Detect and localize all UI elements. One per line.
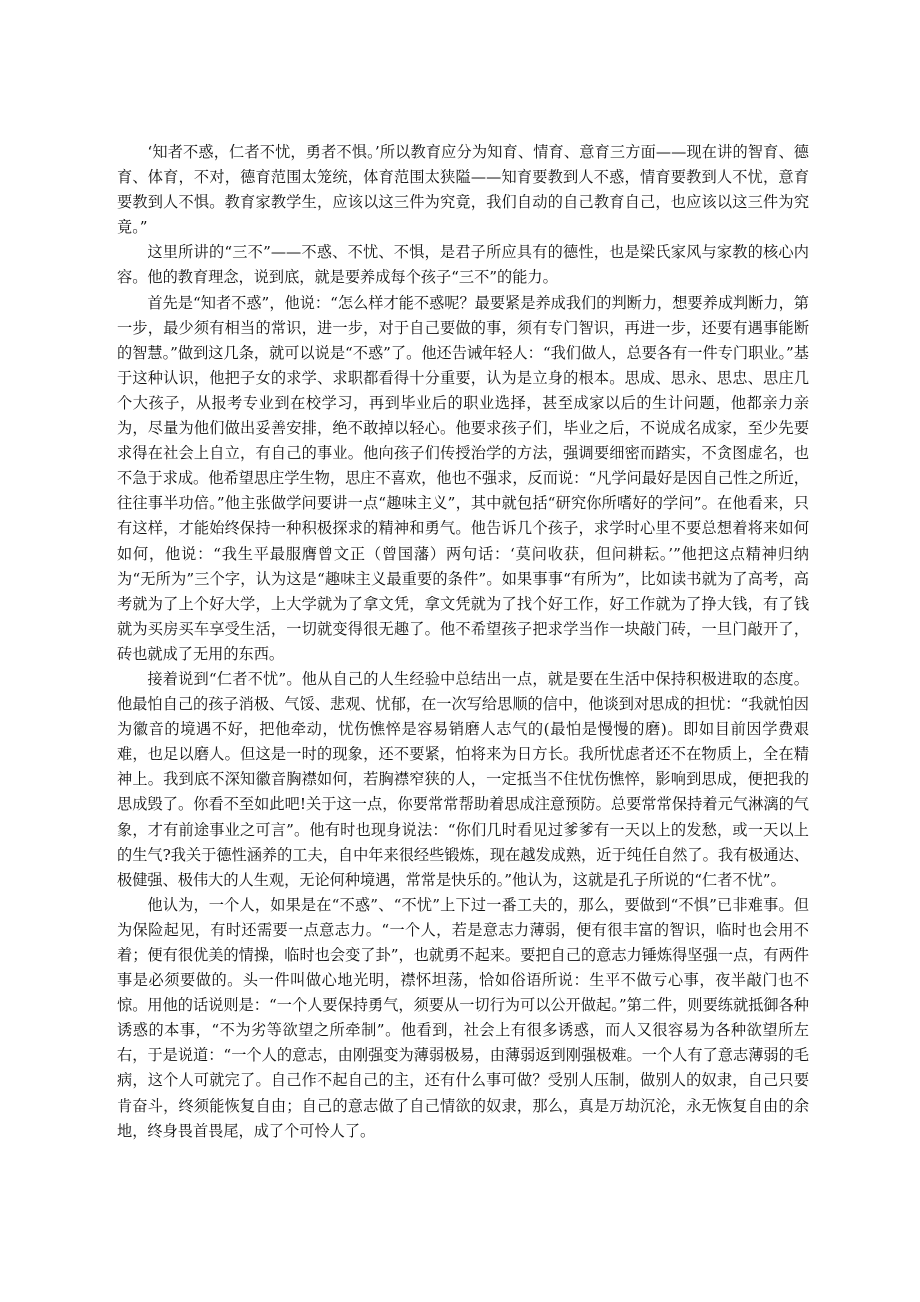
paragraph-benevolent-not-worried: 接着说到“仁者不忧”。他从自己的人生经验中总结出一点，就是要在生活中保持积极进取的态度。他最怕自己的孩子消极、气馁、悲观、忧郁，在一次写给思顺的信中，他谈到对思成的担忧：“我就怕因为徽音的境遇不好，把他牵动，忧伤憔悴是容易销磨人志气的(最怕是慢慢的磨)。即如目前因学费艰难，也足以磨人。但这是一时的现象，还不要紧，怕将来为日方长。我所忧虑者还不在物质上，全在精神上。我到底不深知徽音胸襟如何，若胸襟窄狭的人，一定抵当不住忧伤憔悴，影响到思成，便把我的思成毁了。你看不至如此吧!关于这一点，你要常常帮助着思成注意预防。总要常常保持着元气淋漓的气象，才有前途事业之可言”。他有时也现身说法：“你们几时看见过爹爹有一天以上的发愁，或一天以上的生气?我关于德性涵养的工夫，自中年来很经些锻炼，现在越发成熟，近于纯任自然了。我有极通达、极健强、极伟大的人生观，无论何种境遇，常常是快乐的。”他认为，这就是孔子所说的“仁者不忧”。 [117, 669, 809, 889]
paragraph-brave-not-afraid: 他认为，一个人，如果是在“不惑”、“不忧”上下过一番工夫的，那么，要做到“不惧”已非难事。但为保险起见，有时还需要一点意志力。“一个人，若是意志力薄弱，便有很丰富的智识，临时也会用不着；便有很优美的情操，临时也会变了卦”，也就勇不起来。要把自己的意志力锤炼得坚强一点，有两件事是必须要做的。头一件叫做心地光明，襟怀坦荡，恰如俗语所说：生平不做亏心事，夜半敲门也不惊。用他的话说则是：“一个人要保持勇气，须要从一切行为可以公开做起。”第二件，则要练就抵御各种诱惑的本事，“不为劣等欲望之所牵制”。他看到，社会上有很多诱惑，而人又很容易为各种欲望所左右，于是说道：“一个人的意志，由刚强变为薄弱极易，由薄弱返到刚强极难。一个人有了意志薄弱的毛病，这个人可就完了。自己作不起自己的主，还有什么事可做？受别人压制，做别人的奴隶，自己只要肯奋斗，终须能恢复自由；自己的意志做了自己情欲的奴隶，那么，真是万劫沉沦，永无恢复自由的余地，终身畏首畏尾，成了个可怜人了。 [117, 895, 809, 1140]
paragraph-wise-not-confused: 首先是“知者不惑”，他说：“怎么样才能不惑呢？最要紧是养成我们的判断力，想要养成判断力，第一步，最少须有相当的常识，进一步，对于自己要做的事，须有专门智识，再进一步，还要有遇事能断的智慧。”做到这几条，就可以说是“不惑”了。他还告诫年轻人：“我们做人，总要各有一件专门职业。”基于这种认识，他把子女的求学、求职都看得十分重要，认为是立身的根本。思成、思永、思忠、思庄几个大孩子，从报考专业到在校学习，再到毕业后的职业选择，甚至成家以后的生计问题，他都亲力亲为，尽量为他们做出妥善安排，绝不敢掉以轻心。他要求孩子们，毕业之后，不说成名成家，至少先要求得在社会上自立，有自己的事业。他向孩子们传授治学的方法，强调要细密而踏实，不贪图虚名，也不急于求成。他希望思庄学生物，思庄不喜欢，他也不强求，反而说：“凡学问最好是因自己性之所近，往往事半功倍。”他主张做学问要讲一点“趣味主义”，其中就包括“研究你所嗜好的学问”。在他看来，只有这样，才能始终保持一种积极探求的精神和勇气。他告诉几个孩子，求学时心里不要总想着将来如何如何，他说：“我生平最服膺曾文正（曾国藩）两句话：‘莫问收获，但问耕耘。’”他把这点精神归纳为“无所为”三个字，认为这是“趣味主义最重要的条件”。如果事事“有所为”，比如读书就为了高考，高考就为了上个好大学，上大学就为了拿文凭，拿文凭就为了找个好工作，好工作就为了挣大钱，有了钱就为买房买车享受生活，一切就变得很无趣了。他不希望孩子把求学当作一块敲门砖，一旦门敲开了，砖也就成了无用的东西。 [117, 293, 809, 663]
document-body [117, 140, 809, 1144]
paragraph-quote-three-virtues: ‘知者不惑，仁者不忧，勇者不惧。’所以教育应分为知育、情育、意育三方面——现在讲的智育、德育、体育，不对，德育范围太笼统，体育范围太狭隘——知育要教到人不惑，情育要教到人不忧，意育要教到人不惧。教育家教学生，应该以这三件为究竟，我们自动的自己教育自己，也应该以这三件为究竟。” [117, 143, 809, 237]
paragraph-three-nots: 这里所讲的“三不”——不惑、不忧、不惧，是君子所应具有的德性，也是梁氏家风与家教的核心内容。他的教育理念，说到底，就是要养成每个孩子“三不”的能力。 [117, 243, 809, 287]
